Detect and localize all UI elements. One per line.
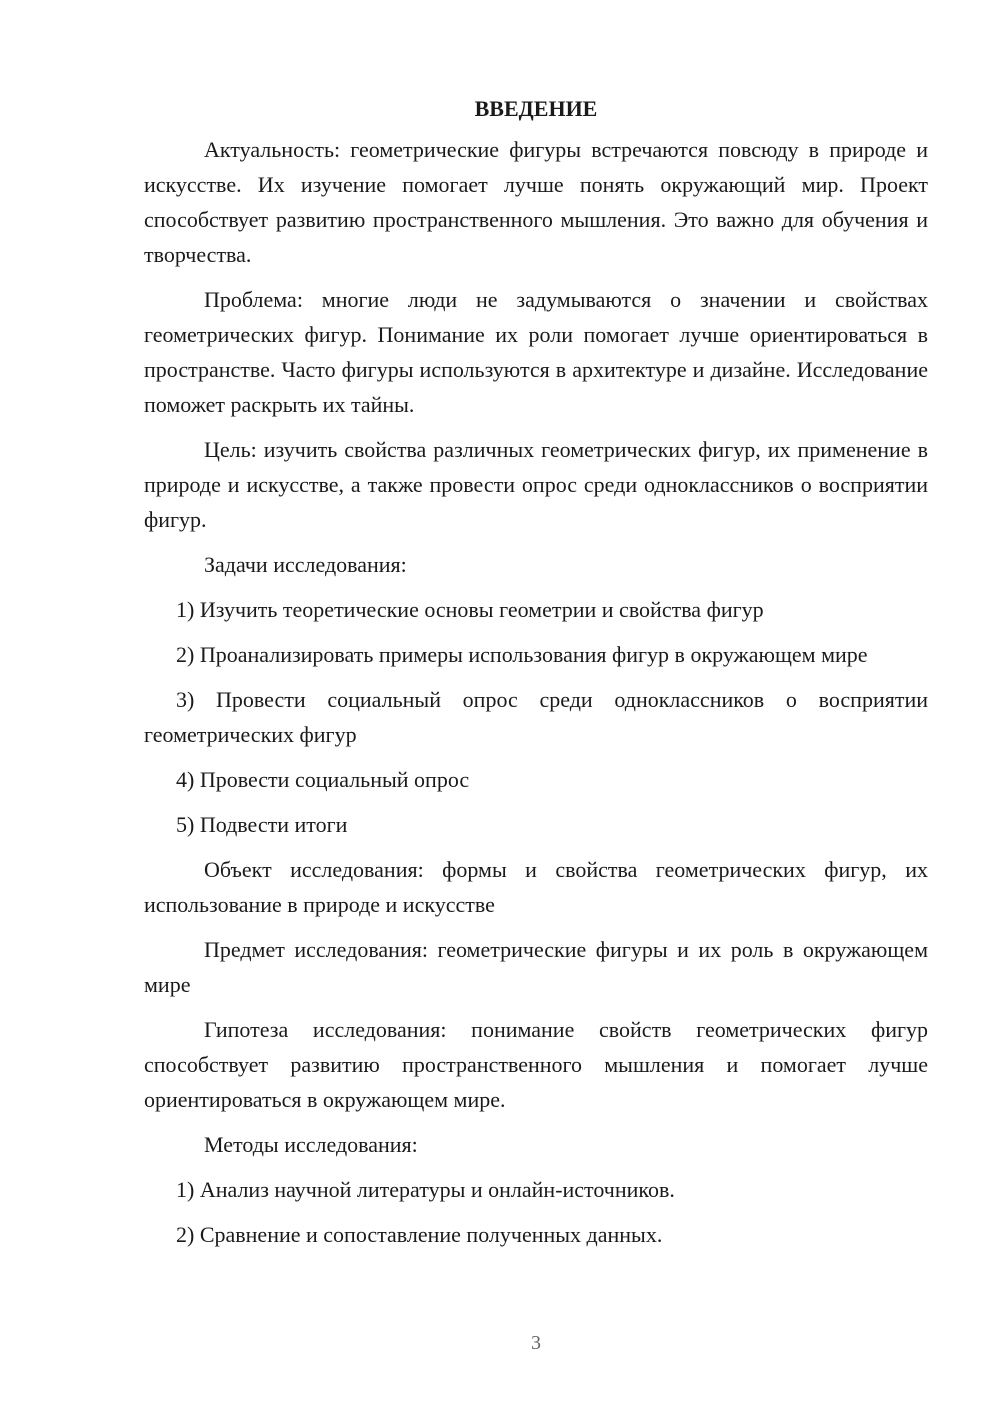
document-page: [144, 92, 928, 1262]
task-item-1: 1) Изучить теоретические основы геометрии и свойства фигур: [176, 597, 764, 622]
page-number: 3: [531, 1332, 541, 1354]
methods-heading: Методы исследования:: [204, 1132, 418, 1157]
paragraph-subject: Предмет исследования: геометрические фигуры и их роль в окружающем мире: [144, 937, 928, 997]
paragraph-problem: Проблема: многие люди не задумываются о значении и свойствах геометрических фигур. Понимание их роли помогает лучше ориентироваться в пространстве. Часто фигуры используются в архитектуре и дизайне. Исследование поможет раскрыть их тайны.: [144, 287, 928, 417]
section-title: ВВЕДЕНИЕ: [474, 96, 598, 121]
paragraph-goal: Цель: изучить свойства различных геометрических фигур, их применение в природе и искусстве, а также провести опрос среди одноклассников о восприятии фигур.: [144, 437, 928, 532]
task-item-5: 5) Подвести итоги: [176, 812, 348, 837]
paragraph-object: Объект исследования: формы и свойства геометрических фигур, их использование в природе и искусстве: [144, 857, 928, 917]
task-item-2: 2) Проанализировать примеры использования фигур в окружающем мире: [176, 642, 868, 667]
paragraph-hypothesis: Гипотеза исследования: понимание свойств геометрических фигур способствует развитию пространственного мышления и помогает лучше ориентироваться в окружающем мире.: [144, 1017, 928, 1112]
tasks-heading: Задачи исследования:: [204, 552, 407, 577]
task-item-3: 3) Провести социальный опрос среди одноклассников о восприятии геометрических фигур: [144, 687, 928, 747]
paragraph-relevance: Актуальность: геометрические фигуры встречаются повсюду в природе и искусстве. Их изучение помогает лучше понять окружающий мир. Проект способствует развитию пространственного мышления. Это важно для обучения и творчества.: [144, 137, 928, 267]
method-item-2: 2) Сравнение и сопоставление полученных данных.: [176, 1222, 663, 1247]
method-item-1: 1) Анализ научной литературы и онлайн-источников.: [176, 1177, 675, 1202]
task-item-4: 4) Провести социальный опрос: [176, 767, 470, 792]
